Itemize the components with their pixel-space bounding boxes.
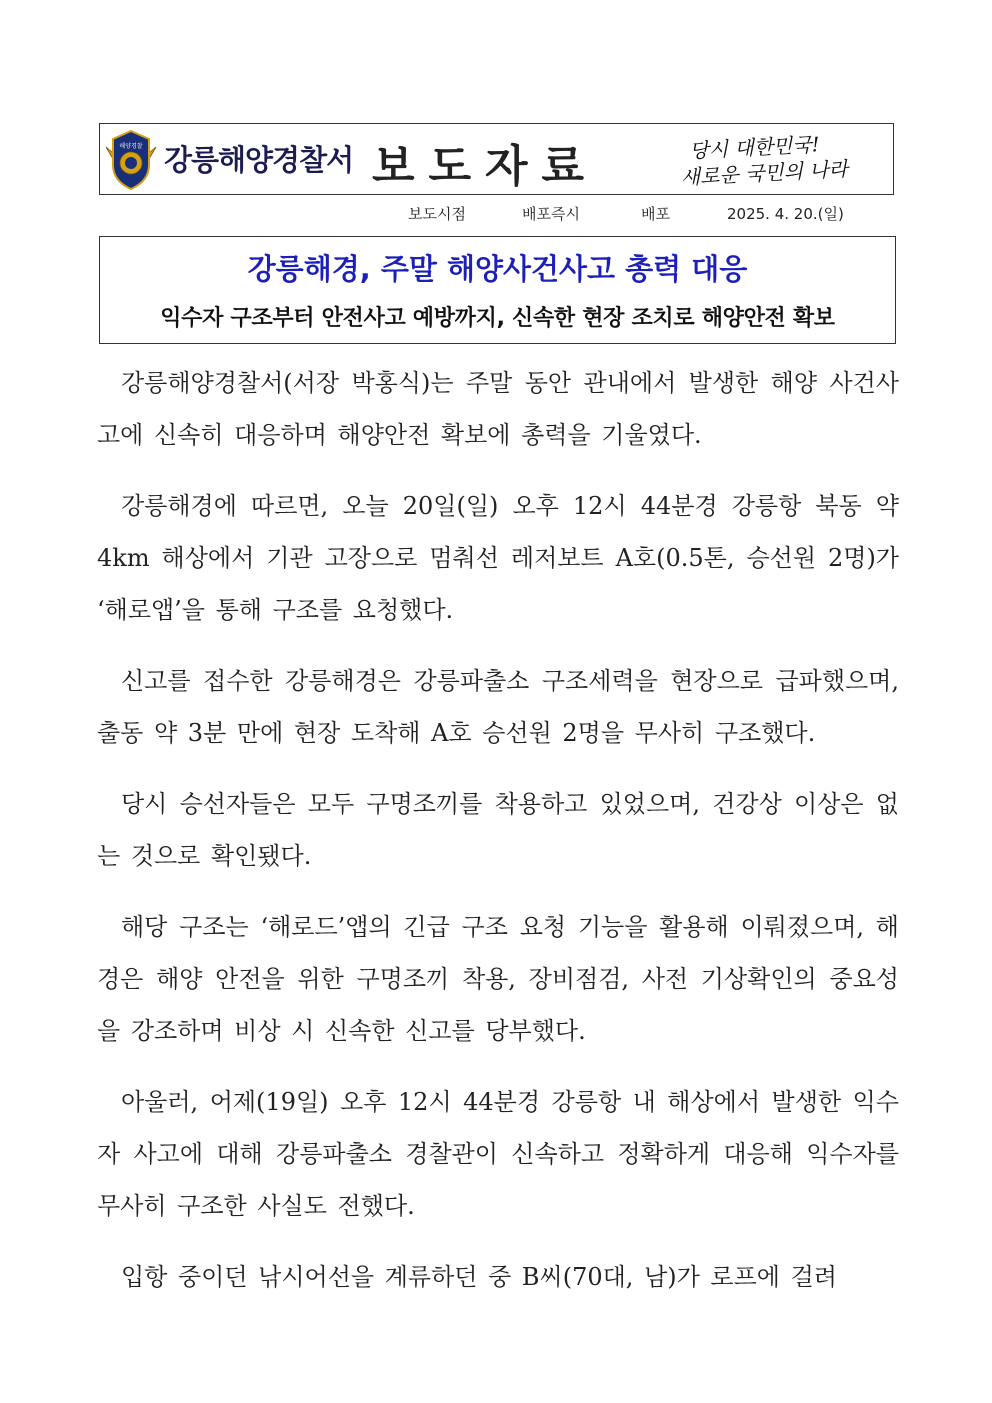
badge-label: 해양경찰: [119, 143, 143, 150]
headline-title: 강릉해경, 주말 해양사건사고 총력 대응: [247, 252, 748, 286]
paragraph: 강릉해경에 따르면, 오늘 20일(일) 오후 12시 44분경 강릉항 북동 약4km 해상에서 기관 고장으로 멈춰선 레저보트 A호(0.5톤, 승선원 2명)가 ‘해로앱’을 통해 구조를 요청했다.: [97, 492, 899, 624]
press-header: [99, 123, 894, 195]
coast-guard-badge-icon: [102, 127, 160, 191]
headline-box: [99, 236, 896, 344]
paragraph: 아울러, 어제(19일) 오후 12시 44분경 강릉항 내 해상에서 발생한 익수자 사고에 대해 강릉파출소 경찰관이 신속하고 정확하게 대응해 익수자를 무사히 구조한 사실도 전했다.: [97, 1088, 899, 1220]
paragraph: 당시 승선자들은 모두 구명조끼를 착용하고 있었으며, 건강상 이상은 없는 것으로 확인됐다.: [97, 790, 899, 870]
release-dist-label: 배포: [641, 205, 670, 223]
paragraph: 강릉해양경찰서(서장 박홍식)는 주말 동안 관내에서 발생한 해양 사건사고에 신속히 대응하며 해양안전 확보에 총력을 기울였다.: [97, 369, 899, 449]
release-time-value: 배포즉시: [522, 205, 580, 223]
paragraph: 해당 구조는 ‘해로드’앱의 긴급 구조 요청 기능을 활용해 이뤄졌으며, 해경은 해양 안전을 위한 구명조끼 착용, 장비점검, 사전 기상확인의 중요성을 강조하며 비상 시 신속한 신고를 당부했다.: [97, 913, 899, 1045]
article-body: [97, 357, 899, 1322]
org-name: 강릉해양경찰서: [164, 143, 354, 177]
release-time-label: 보도시점: [408, 205, 466, 223]
paragraph: 입항 중이던 낚시어선을 계류하던 중 B씨(70대, 남)가 로프에 걸려: [121, 1263, 837, 1291]
headline-subtitle: 익수자 구조부터 안전사고 예방까지, 신속한 현장 조치로 해양안전 확보: [160, 306, 835, 331]
slogan-line-2: 새로운 국민의 나라: [680, 156, 849, 190]
slogan: [679, 130, 849, 191]
paragraph: 신고를 접수한 강릉해경은 강릉파출소 구조세력을 현장으로 급파했으며, 출동 약 3분 만에 현장 도착해 A호 승선원 2명을 무사히 구조했다.: [97, 667, 899, 747]
slogan-line-1: 당시 대한민국!: [688, 132, 821, 163]
release-date: 2025. 4. 20.(일): [727, 205, 844, 223]
doc-type-title: 보도자료: [372, 141, 599, 192]
